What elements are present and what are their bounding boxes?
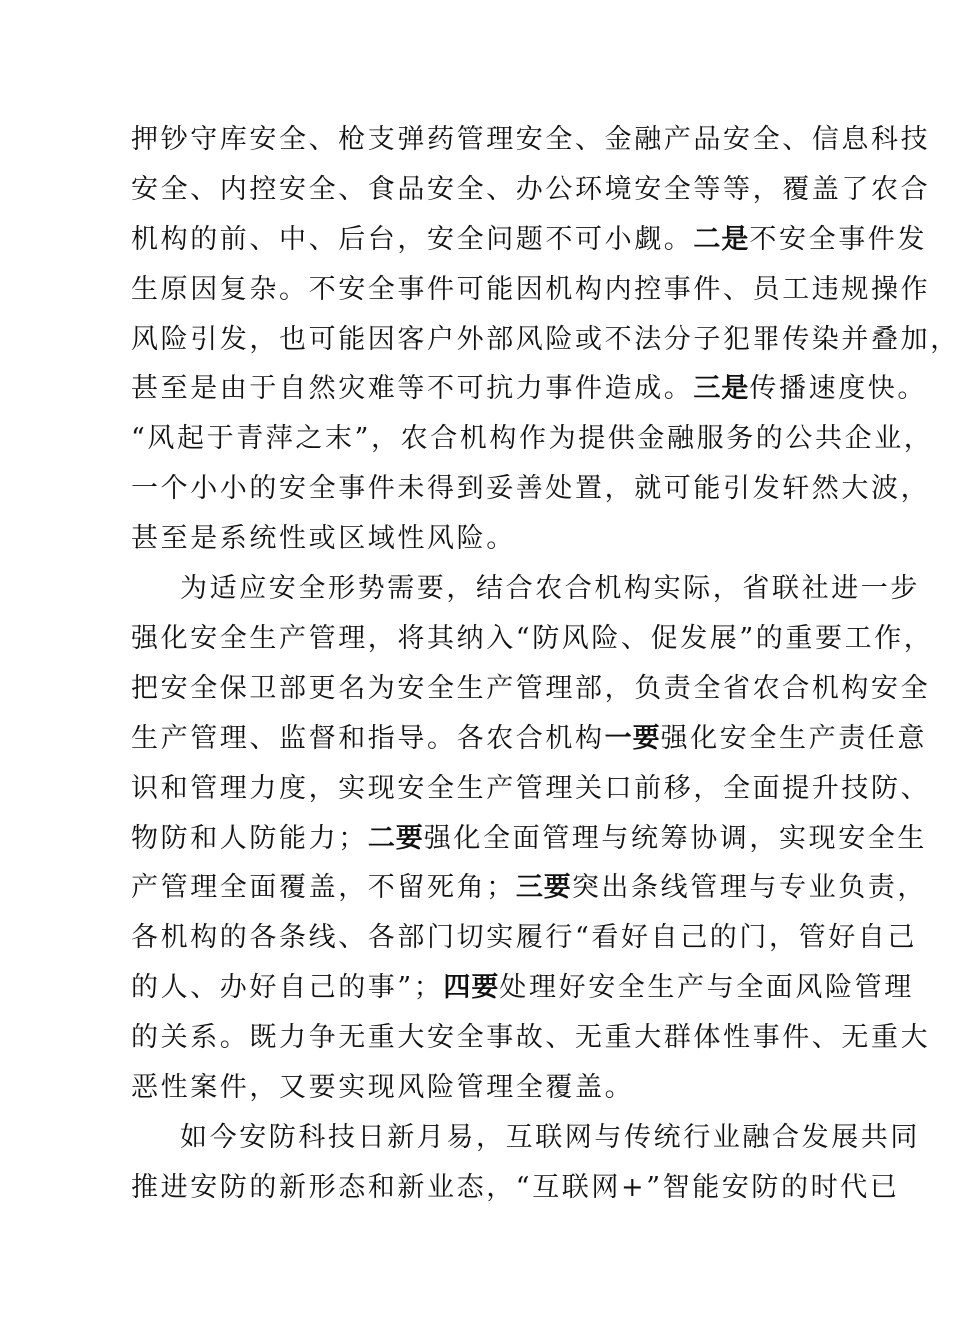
text-run: 恶性案件，又要实现风险管理全覆盖。: [131, 1072, 635, 1103]
text-run: 不安全事件发: [749, 224, 928, 255]
emphasis-text: 四要: [443, 972, 500, 1003]
text-line: [131, 320, 960, 360]
text-run: 机构的前、中、后台，安全问题不可小觑。: [131, 224, 694, 255]
text-run: 识和管理力度，实现安全生产管理关口前移，全面提升技防、: [131, 773, 931, 804]
text-run: 强化安全生产管理，将其纳入“防风险、促发展”的重要工作，: [131, 623, 934, 654]
text-run: 产管理全面覆盖，不留死角；: [131, 872, 516, 903]
text-run: 传播速度快。: [749, 373, 928, 404]
text-run: 强化全面管理与统筹协调，实现安全生: [423, 823, 928, 854]
text-line: [180, 1118, 920, 1158]
text-line: [131, 769, 931, 809]
text-run: 突出条线管理与专业负责，: [571, 872, 928, 903]
text-line: [131, 120, 931, 160]
text-run: 把安全保卫部更名为安全生产管理部，负责全省农合机构安全: [131, 673, 931, 704]
text-line: [131, 469, 931, 509]
text-line: [131, 170, 931, 210]
emphasis-text: 二是: [693, 224, 750, 255]
text-line: [131, 968, 914, 1008]
text-line: [131, 369, 928, 409]
text-run: 各机构的各条线、各部门切实履行“看好自己的门，管好自己: [131, 922, 918, 953]
text-line: [131, 719, 928, 759]
text-line: [131, 868, 928, 908]
text-line: [131, 669, 931, 709]
text-run: 物防和人防能力；: [131, 823, 368, 854]
text-line: [131, 270, 931, 310]
text-line: [131, 1068, 831, 1108]
text-run: 甚至是系统性或区域性风险。: [131, 523, 516, 554]
text-line: [131, 519, 831, 559]
emphasis-text: 三是: [693, 373, 750, 404]
text-run: 的人、办好自己的事”；: [131, 972, 444, 1003]
emphasis-text: 三要: [515, 872, 572, 903]
text-line: [131, 1168, 900, 1208]
text-run: 甚至是由于自然灾难等不可抗力事件造成。: [131, 373, 694, 404]
text-run: 生原因复杂。不安全事件可能因机构内控事件、员工违规操作: [131, 274, 931, 305]
text-run: 的关系。既力争无重大安全事故、无重大群体性事件、无重大: [131, 1022, 931, 1053]
text-line: [131, 619, 934, 659]
text-run: “风起于青萍之末”，农合机构作为提供金融服务的公共企业，: [131, 423, 934, 454]
text-line: [131, 918, 918, 958]
text-run: 处理好安全生产与全面风险管理: [499, 972, 914, 1003]
text-line: [131, 419, 934, 459]
emphasis-text: 二要: [367, 823, 424, 854]
text-run: 强化安全生产责任意: [660, 723, 928, 754]
text-run: 一个小小的安全事件未得到妥善处置，就可能引发轩然大波，: [131, 473, 931, 504]
text-line: [131, 819, 928, 859]
text-run: 为适应安全形势需要，结合农合机构实际，省联社进一步: [180, 573, 920, 604]
text-run: 押钞守库安全、枪支弹药管理安全、金融产品安全、信息科技: [131, 124, 931, 155]
text-line: [131, 220, 928, 260]
text-run: 生产管理、监督和指导。各农合机构: [131, 723, 605, 754]
text-run: 推进安防的新形态和新业态，“互联网+”智能安防的时代已: [131, 1172, 900, 1203]
text-run: 如今安防科技日新月易，互联网与传统行业融合发展共同: [180, 1122, 920, 1153]
text-line: [180, 569, 920, 609]
text-run: 安全、内控安全、食品安全、办公环境安全等等，覆盖了农合: [131, 174, 931, 205]
text-line: [131, 1018, 931, 1058]
text-run: 风险引发，也可能因客户外部风险或不法分子犯罪传染并叠加，: [131, 324, 960, 355]
emphasis-text: 一要: [604, 723, 661, 754]
